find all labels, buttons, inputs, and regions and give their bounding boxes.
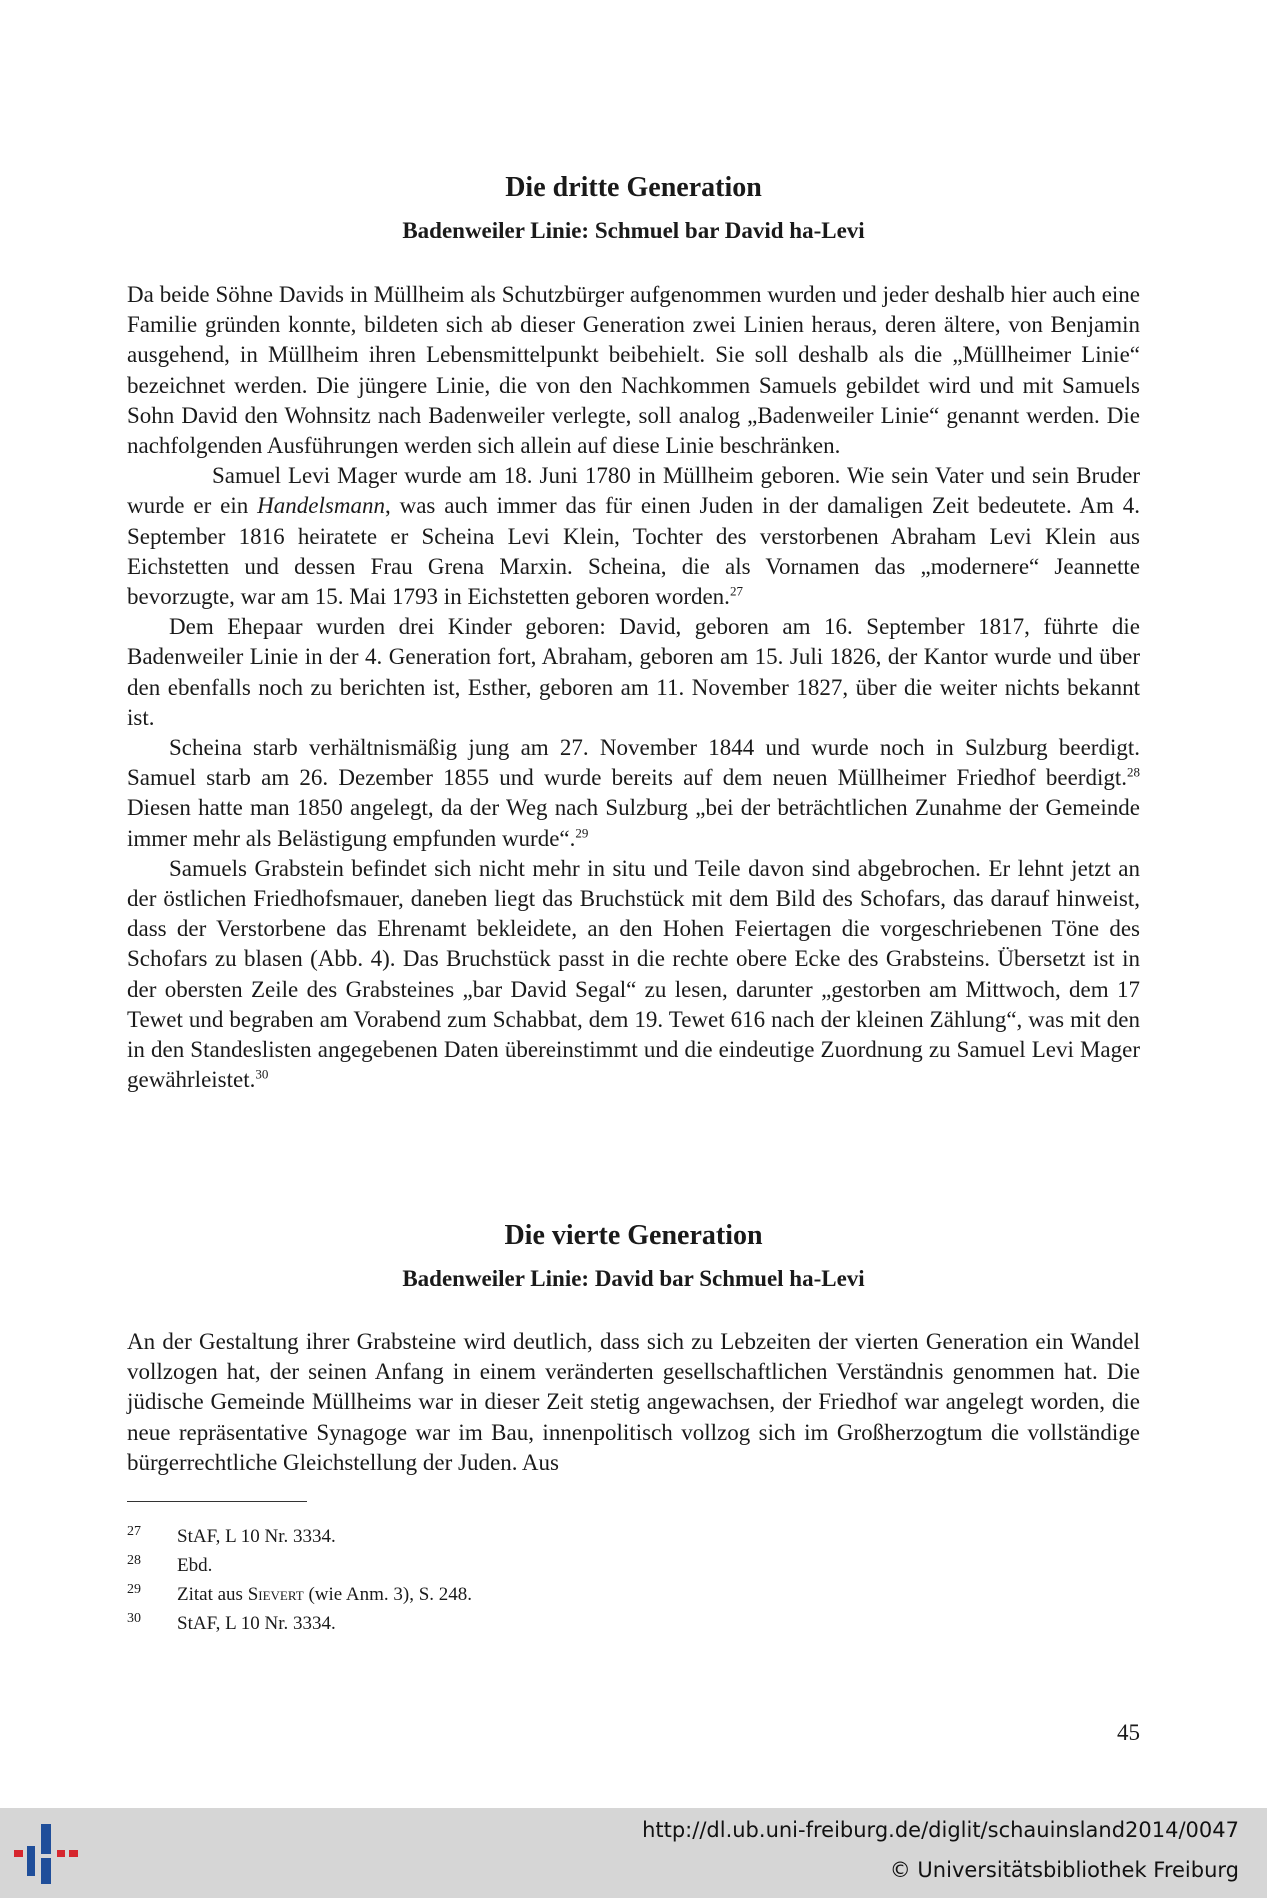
footnote [127, 1609, 827, 1638]
footnote [127, 1580, 827, 1609]
section-subtitle: Badenweiler Linie: Schmuel bar David ha-Levi [402, 218, 865, 243]
paragraph: Samuel Levi Mager wurde am 18. Juni 1780 in Müllheim geboren. Wie sein Vater und sein Bruder wurde er ein Handelsmann, was auch immer das für einen Juden in der damaligen Zeit bedeutete. Am 4. September 1816 heiratete er Scheina Levi Klein, Tochter des verstorbenen Abraham Levi Klein aus Eichstetten und dessen Frau Grena Marxin. Scheina, die als Vornamen das „modernere“ Jeannette bevorzugte, war am 15. Mai 1793 in Eichstetten geboren worden.$^{27}$ [127, 463, 1140, 610]
paragraph: Scheina starb verhältnismäßig jung am 27. November 1844 und wurde noch in Sulzburg beerdigt. Samuel starb am 26. Dezember 1855 und wurde bereits auf dem neuen Müllheimer Friedhof beerdigt.$^{28}$ Diesen hatte man 1850 angelegt, da der Weg nach Sulzburg „bei der beträchtlichen Zunahme der Gemeinde immer mehr als Belästigung empfunden wurde“.$^{29}$ [127, 735, 1140, 851]
paragraph: Da beide Söhne Davids in Müllheim als Schutzbürger aufgenommen wurden und jeder deshalb hier auch eine Familie gründen konnte, bildeten sich ab dieser Generation zwei Linien heraus, deren ältere, von Benjamin ausgehend, in Müllheim ihren Lebensmittelpunkt beibehielt. Sie soll deshalb als die „Müllheimer Linie“ bezeichnet werden. Die jüngere Linie, die von den Nachkommen Samuels gebildet wird und mit Samuels Sohn David den Wohnsitz nach Badenweiler verlegte, soll analog „Badenweiler Linie“ genannt werden. Die nachfolgenden Ausführungen werden sich allein auf diese Linie beschränken. [127, 282, 1140, 459]
footnote-ref[interactable]: 28 [1127, 764, 1140, 780]
footnote-text: StAF, L 10 Nr. 3334. [177, 1613, 336, 1634]
footer-bar [0, 1808, 1267, 1898]
paragraph: Samuels Grabstein befindet sich nicht mehr in situ und Teile davon sind abgebrochen. Er lehnt jetzt an der östlichen Friedhofsmauer, daneben liegt das Bruchstück mit dem Bild des Schofars, das darauf hinweist, dass der Verstorbene das Ehrenamt bekleidete, an den Hohen Feiertagen die vorgeschriebenen Töne des Schofars zu blasen (Abb. 4). Das Bruchstück passt in die rechte obere Ecke des Grabsteins. Übersetzt ist in der obersten Zeile des Grabsteines „bar David Segal“ zu lesen, darunter „gestorben am Mittwoch, dem 17 Tewet und begraben am Vorabend zum Schabbat, dem 19. Tewet 616 nach der kleinen Zählung“, was mit den in den Standeslisten angegebenen Daten übereinstimmt und die eindeutige Zuordnung zu Samuel Levi Mager gewährleistet.$^{30}$ [127, 855, 1140, 1093]
footnote-number: 27 [127, 1524, 141, 1539]
footnote-ref[interactable]: 30 [255, 1066, 269, 1082]
footnote-text: StAF, L 10 Nr. 3334. [177, 1526, 336, 1547]
footnote-text: Ebd. [177, 1555, 213, 1576]
footnote-ref[interactable]: 27 [729, 583, 743, 599]
section-third-generation-body [127, 280, 1140, 1095]
section-subtitle: Badenweiler Linie: David bar Schmuel ha-Levi [402, 1266, 865, 1291]
section-title: Die dritte Generation [505, 172, 762, 203]
footnote [127, 1522, 827, 1551]
section-fourth-generation [127, 1218, 1140, 1294]
emphasis: Handelsmann [257, 493, 385, 519]
footnote-text: Zitat aus Sievert (wie Anm. 3), S. 248. [177, 1584, 473, 1605]
section-fourth-generation-body [127, 1327, 1140, 1478]
page-number: 45 [1117, 1720, 1140, 1745]
footnote [127, 1551, 827, 1580]
section-title: Die vierte Generation [504, 1220, 763, 1251]
author-name: Sievert [247, 1584, 304, 1605]
footnote-divider [127, 1501, 307, 1502]
source-link[interactable]: http://dl.ub.uni-freiburg.de/diglit/schauinsland2014/0047 [642, 1818, 1239, 1842]
paragraph: Dem Ehepaar wurden drei Kinder geboren: David, geboren am 16. September 1817, führte die Badenweiler Linie in der 4. Generation fort, Abraham, geboren am 15. Juli 1826, der Kantor wurde und über den ebenfalls noch zu berichten ist, Esther, geboren am 11. November 1827, über die weiter nichts bekannt ist. [127, 614, 1140, 730]
footnote-ref[interactable]: 29 [575, 825, 589, 840]
footnote-number: 28 [127, 1553, 141, 1568]
ub-freiburg-logo-icon [14, 1820, 78, 1886]
paragraph: An der Gestaltung ihrer Grabsteine wird deutlich, dass sich zu Lebzeiten der vierten Generation ein Wandel vollzogen hat, der seinen Anfang in einem veränderten gesellschaftlichen Verständnis genommen hat. Die jüdische Gemeinde Müllheims war in dieser Zeit stetig angewachsen, der Friedhof war angelegt worden, die neue repräsentative Synagoge war im Bau, innenpolitisch vollzog sich im Großherzogtum die vollständige bürgerrechtliche Gleichstellung der Juden. Aus [127, 1329, 1140, 1475]
footnotes [127, 1522, 827, 1638]
footnote-number: 30 [127, 1611, 141, 1626]
footnote-number: 29 [127, 1582, 141, 1597]
copyright-notice: © Universitätsbibliothek Freiburg [889, 1858, 1239, 1882]
section-third-generation [127, 170, 1140, 246]
